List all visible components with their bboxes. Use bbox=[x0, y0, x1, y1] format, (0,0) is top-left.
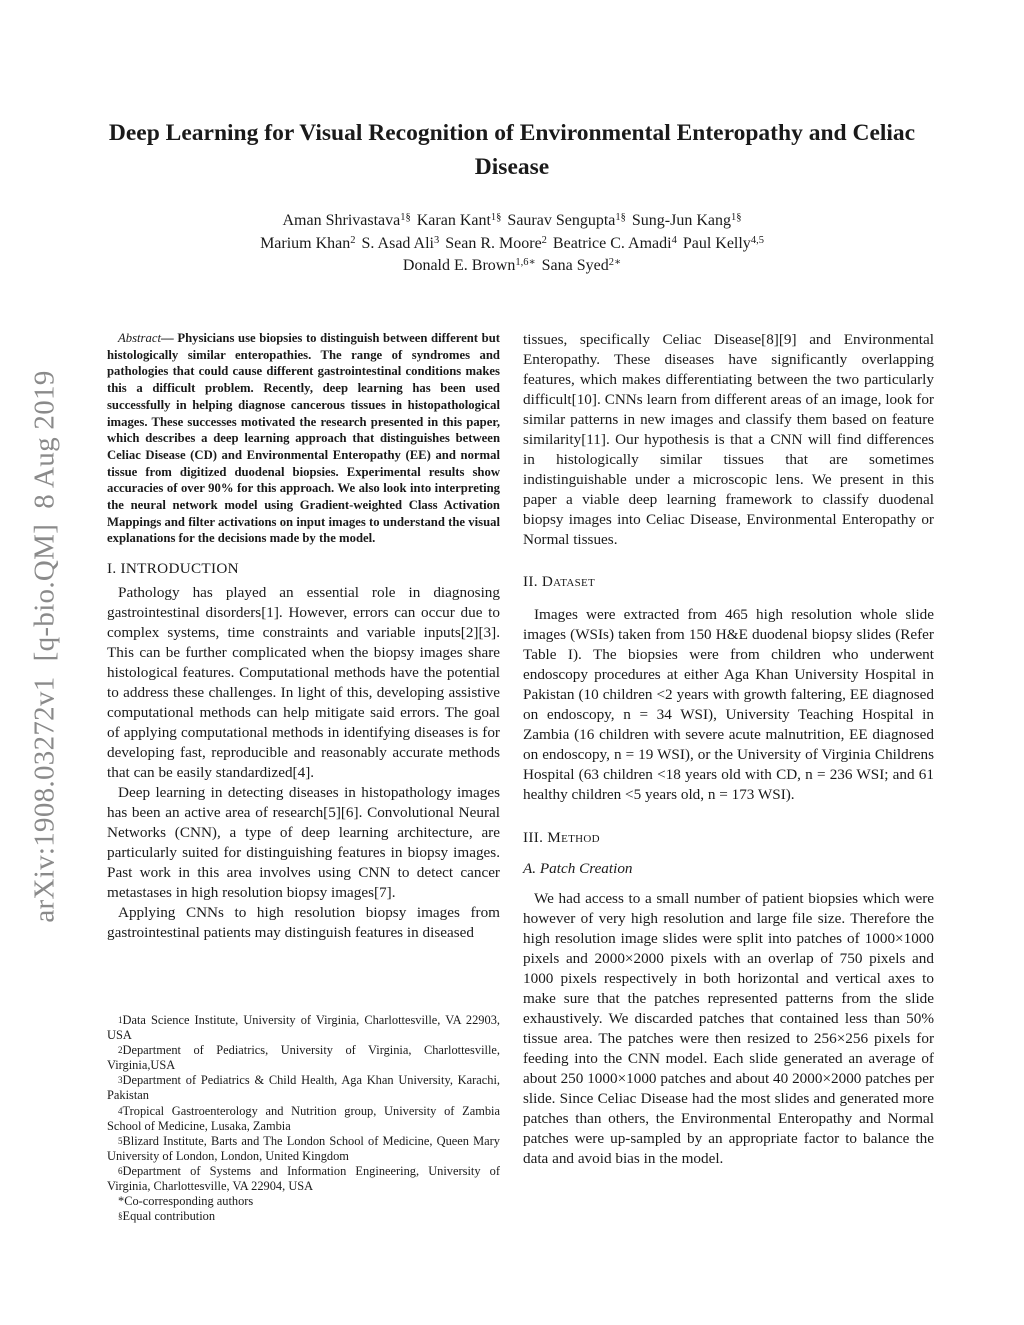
author-name: Donald E. Brown bbox=[402, 257, 516, 274]
author-line bbox=[0, 233, 1024, 256]
author-name: Sana Syed bbox=[541, 257, 609, 274]
author bbox=[417, 212, 502, 229]
author-name: Sung-Jun Kang bbox=[631, 212, 732, 229]
footnote-mark: § bbox=[118, 1211, 123, 1222]
section-heading-introduction: I. INTRODUCTION bbox=[107, 560, 239, 578]
author-list bbox=[0, 210, 1024, 278]
author bbox=[683, 235, 764, 252]
intro-continuation: tissues, specifically Celiac Disease[8][9] and Environmental Enteropathy. These diseases have significantly overlapping features, which makes differentiating between the two particularly difficult[10]. CNNs learn from different areas of an image, look for similar patterns in new images and classify them based on feature similarity[11]. Our hypothesis is that a CNN will find differences in histologically similar tissues that are sometimes indistinguishable under a microscopic lens. We present in this paper a viable deep learning framework to classify duodenal biopsy images into Celiac Disease, Environmental Enteropathy or Normal tissues. bbox=[523, 331, 934, 548]
right-column bbox=[523, 330, 934, 1169]
footnote-mark: 6 bbox=[118, 1165, 123, 1176]
affiliation-mark: 2 bbox=[350, 234, 356, 246]
author-line bbox=[0, 255, 1024, 278]
author bbox=[403, 257, 536, 274]
affiliation-mark: 3 bbox=[433, 234, 440, 246]
author bbox=[362, 235, 440, 252]
author-name: S. Asad Ali bbox=[361, 234, 434, 252]
subsection-heading-patch-creation: A. Patch Creation bbox=[523, 860, 633, 877]
arxiv-identifier-stamp: arXiv:1908.03272v1 [q-bio.QM] 8 Aug 2019 bbox=[28, 370, 61, 923]
footnote bbox=[107, 1164, 500, 1194]
abstract-label: Abstract bbox=[118, 331, 161, 345]
footnote-text: Department of Pediatrics, University of Virginia, Charlottesville, Virginia,USA bbox=[107, 1043, 500, 1073]
method-paragraph: We had access to a small number of patient biopsies which were however of very high resolution and large file size. Therefore the high resolution image slides were split into patches of 1000×1000 pixels and 2000×2000 pixels with an overlap of 750 pixels and 1000 pixels respectively in both horizontal and vertical axes to make sure that the patches represented patterns from the slide exhaustively. We discarded patches that contained less than 50% tissue area. The patches were then resized to 256×256 pixels for feeding into the CNN model. Each slide generated an average of about 250 1000×1000 patches and about 40 2000×2000 patches per slide. Since Celiac Disease had the most slides and generated more patches than others, the Environmental Enteropathy and Normal patches were up-sampled by an appropriate factor to balance the data and avoid bias in the model. bbox=[523, 890, 934, 1167]
footnote-mark: 1 bbox=[118, 1015, 123, 1025]
author-name: Sean R. Moore bbox=[445, 234, 542, 252]
author bbox=[632, 212, 742, 229]
footnote-text: Department of Systems and Information Engineering, University of Virginia, Charlottesville, VA 22904, USA bbox=[107, 1163, 500, 1194]
author-name: Karan Kant bbox=[416, 212, 491, 229]
abstract bbox=[107, 330, 500, 547]
author bbox=[445, 235, 547, 252]
footnote-mark: 3 bbox=[118, 1075, 123, 1086]
affiliation-mark: 4 bbox=[671, 234, 677, 246]
footnote-text: *Co-corresponding authors bbox=[118, 1194, 254, 1209]
footnote-text: Equal contribution bbox=[122, 1209, 216, 1224]
footnote-mark: 5 bbox=[118, 1135, 123, 1146]
intro-paragraph: Pathology has played an essential role in diagnosing gastrointestinal disorders[1]. However, errors can occur due to complex systems, time constraints and variable inputs[2][3]. This can be further complicated when the biopsy images share histological features. Computational methods have the potential to address these challenges. In light of this, developing assistive computational methods can help mitigate said errors. The goal of applying computational methods in identifying diseases is for developing fast, reproducible and reasonably accurate methods that can be easily standardized[4]. bbox=[107, 584, 500, 782]
author bbox=[507, 212, 625, 229]
author-name: Paul Kelly bbox=[682, 234, 751, 252]
affiliation-mark: 1§ bbox=[615, 212, 626, 223]
footnote bbox=[107, 1043, 500, 1073]
intro-paragraph: Deep learning in detecting diseases in histopathology images has been an active area of research[5][6]. Convolutional Neural Networks (CNN), a type of deep learning architecture, are particularly suited for distinguishing features in biopsy images. Past work in this area involves using CNN to detect cancer metastases in high resolution biopsy images[7]. bbox=[107, 784, 500, 902]
author bbox=[282, 212, 410, 229]
footnote-mark: 4 bbox=[118, 1105, 123, 1116]
affiliation-mark: 2∗ bbox=[608, 257, 622, 268]
intro-paragraph: Applying CNNs to high resolution biopsy images from gastrointestinal patients may distinguish features in diseased bbox=[107, 904, 500, 942]
footnote bbox=[107, 1134, 500, 1164]
footnote-text: Blizard Institute, Barts and The London School of Medicine, Queen Mary University of London, London, United Kingdom bbox=[107, 1133, 500, 1163]
footnote bbox=[107, 1209, 500, 1224]
author-name: Saurav Sengupta bbox=[507, 212, 616, 229]
abstract-text: — Physicians use biopsies to distinguish between different but histologically similar enteropathies. The range of syndromes and pathologies that could cause different gastrointestinal conditions makes this a difficult problem. Recently, deep learning has been used successfully in helping diagnose cancerous tissues in histopathological images. These successes motivated the research presented in this paper, which describes a deep learning approach that distinguishes between Celiac Disease (CD) and Environmental Enteropathy (EE) and normal tissue from digitized duodenal biopsies. Experimental results show accuracies of over 90% for this approach. We also look into interpreting the neural network model using Gradient-weighted Class Activation Mappings and filter activations on input images to understand the visual explanations for the decisions made by the model. bbox=[107, 331, 500, 546]
footnote-text: Tropical Gastroenterology and Nutrition group, University of Zambia School of Medicine, Lusaka, Zambia bbox=[107, 1103, 500, 1133]
affiliation-mark: 4,5 bbox=[750, 234, 764, 246]
affiliation-mark: 1§ bbox=[731, 212, 742, 223]
author bbox=[553, 235, 677, 252]
author-name: Aman Shrivastava bbox=[282, 212, 401, 229]
paper-title: Deep Learning for Visual Recognition of Environmental Enteropathy and Celiac Disease bbox=[108, 120, 916, 180]
footnote bbox=[107, 1013, 500, 1043]
affiliation-mark: 2 bbox=[541, 234, 547, 246]
section-heading-dataset: II. Dataset bbox=[523, 573, 596, 590]
author-name: Marium Khan bbox=[260, 234, 351, 252]
footnote bbox=[107, 1104, 500, 1134]
affiliation-mark: 1,6∗ bbox=[515, 257, 536, 268]
section-heading-method: III. Method bbox=[523, 829, 600, 846]
footnote-text: Data Science Institute, University of Virginia, Charlottesville, VA 22903, USA bbox=[107, 1013, 500, 1043]
footnote-mark: 2 bbox=[118, 1045, 123, 1056]
footnotes bbox=[107, 1013, 500, 1224]
footnote bbox=[107, 1194, 500, 1209]
affiliation-mark: 1§ bbox=[490, 212, 502, 223]
footnote-text: Department of Pediatrics & Child Health, Aga Khan University, Karachi, Pakistan bbox=[107, 1073, 500, 1103]
footnote bbox=[107, 1073, 500, 1103]
dataset-paragraph: Images were extracted from 465 high resolution whole slide images (WSIs) taken from 150 H&E duodenal biopsy slides (Refer Table I). The biopsies were from children who underwent endoscopy procedures at either Aga Khan University Hospital in Pakistan (10 children <2 years with growth faltering, EE diagnosed on endoscopy, n = 34 WSI), University Teaching Hospital in Zambia (16 children with severe acute malnutrition, EE diagnosed on endoscopy, n = 19 WSI), or the University of Virginia Childrens Hospital (63 children <18 years old with CD, n = 236 WSI; and 61 healthy children <5 years old, n = 173 WSI). bbox=[523, 606, 934, 803]
author-name: Beatrice C. Amadi bbox=[552, 234, 672, 252]
author bbox=[542, 257, 622, 274]
author-line bbox=[0, 210, 1024, 233]
author bbox=[260, 235, 355, 252]
affiliation-mark: 1§ bbox=[400, 212, 411, 223]
left-column bbox=[107, 330, 500, 943]
